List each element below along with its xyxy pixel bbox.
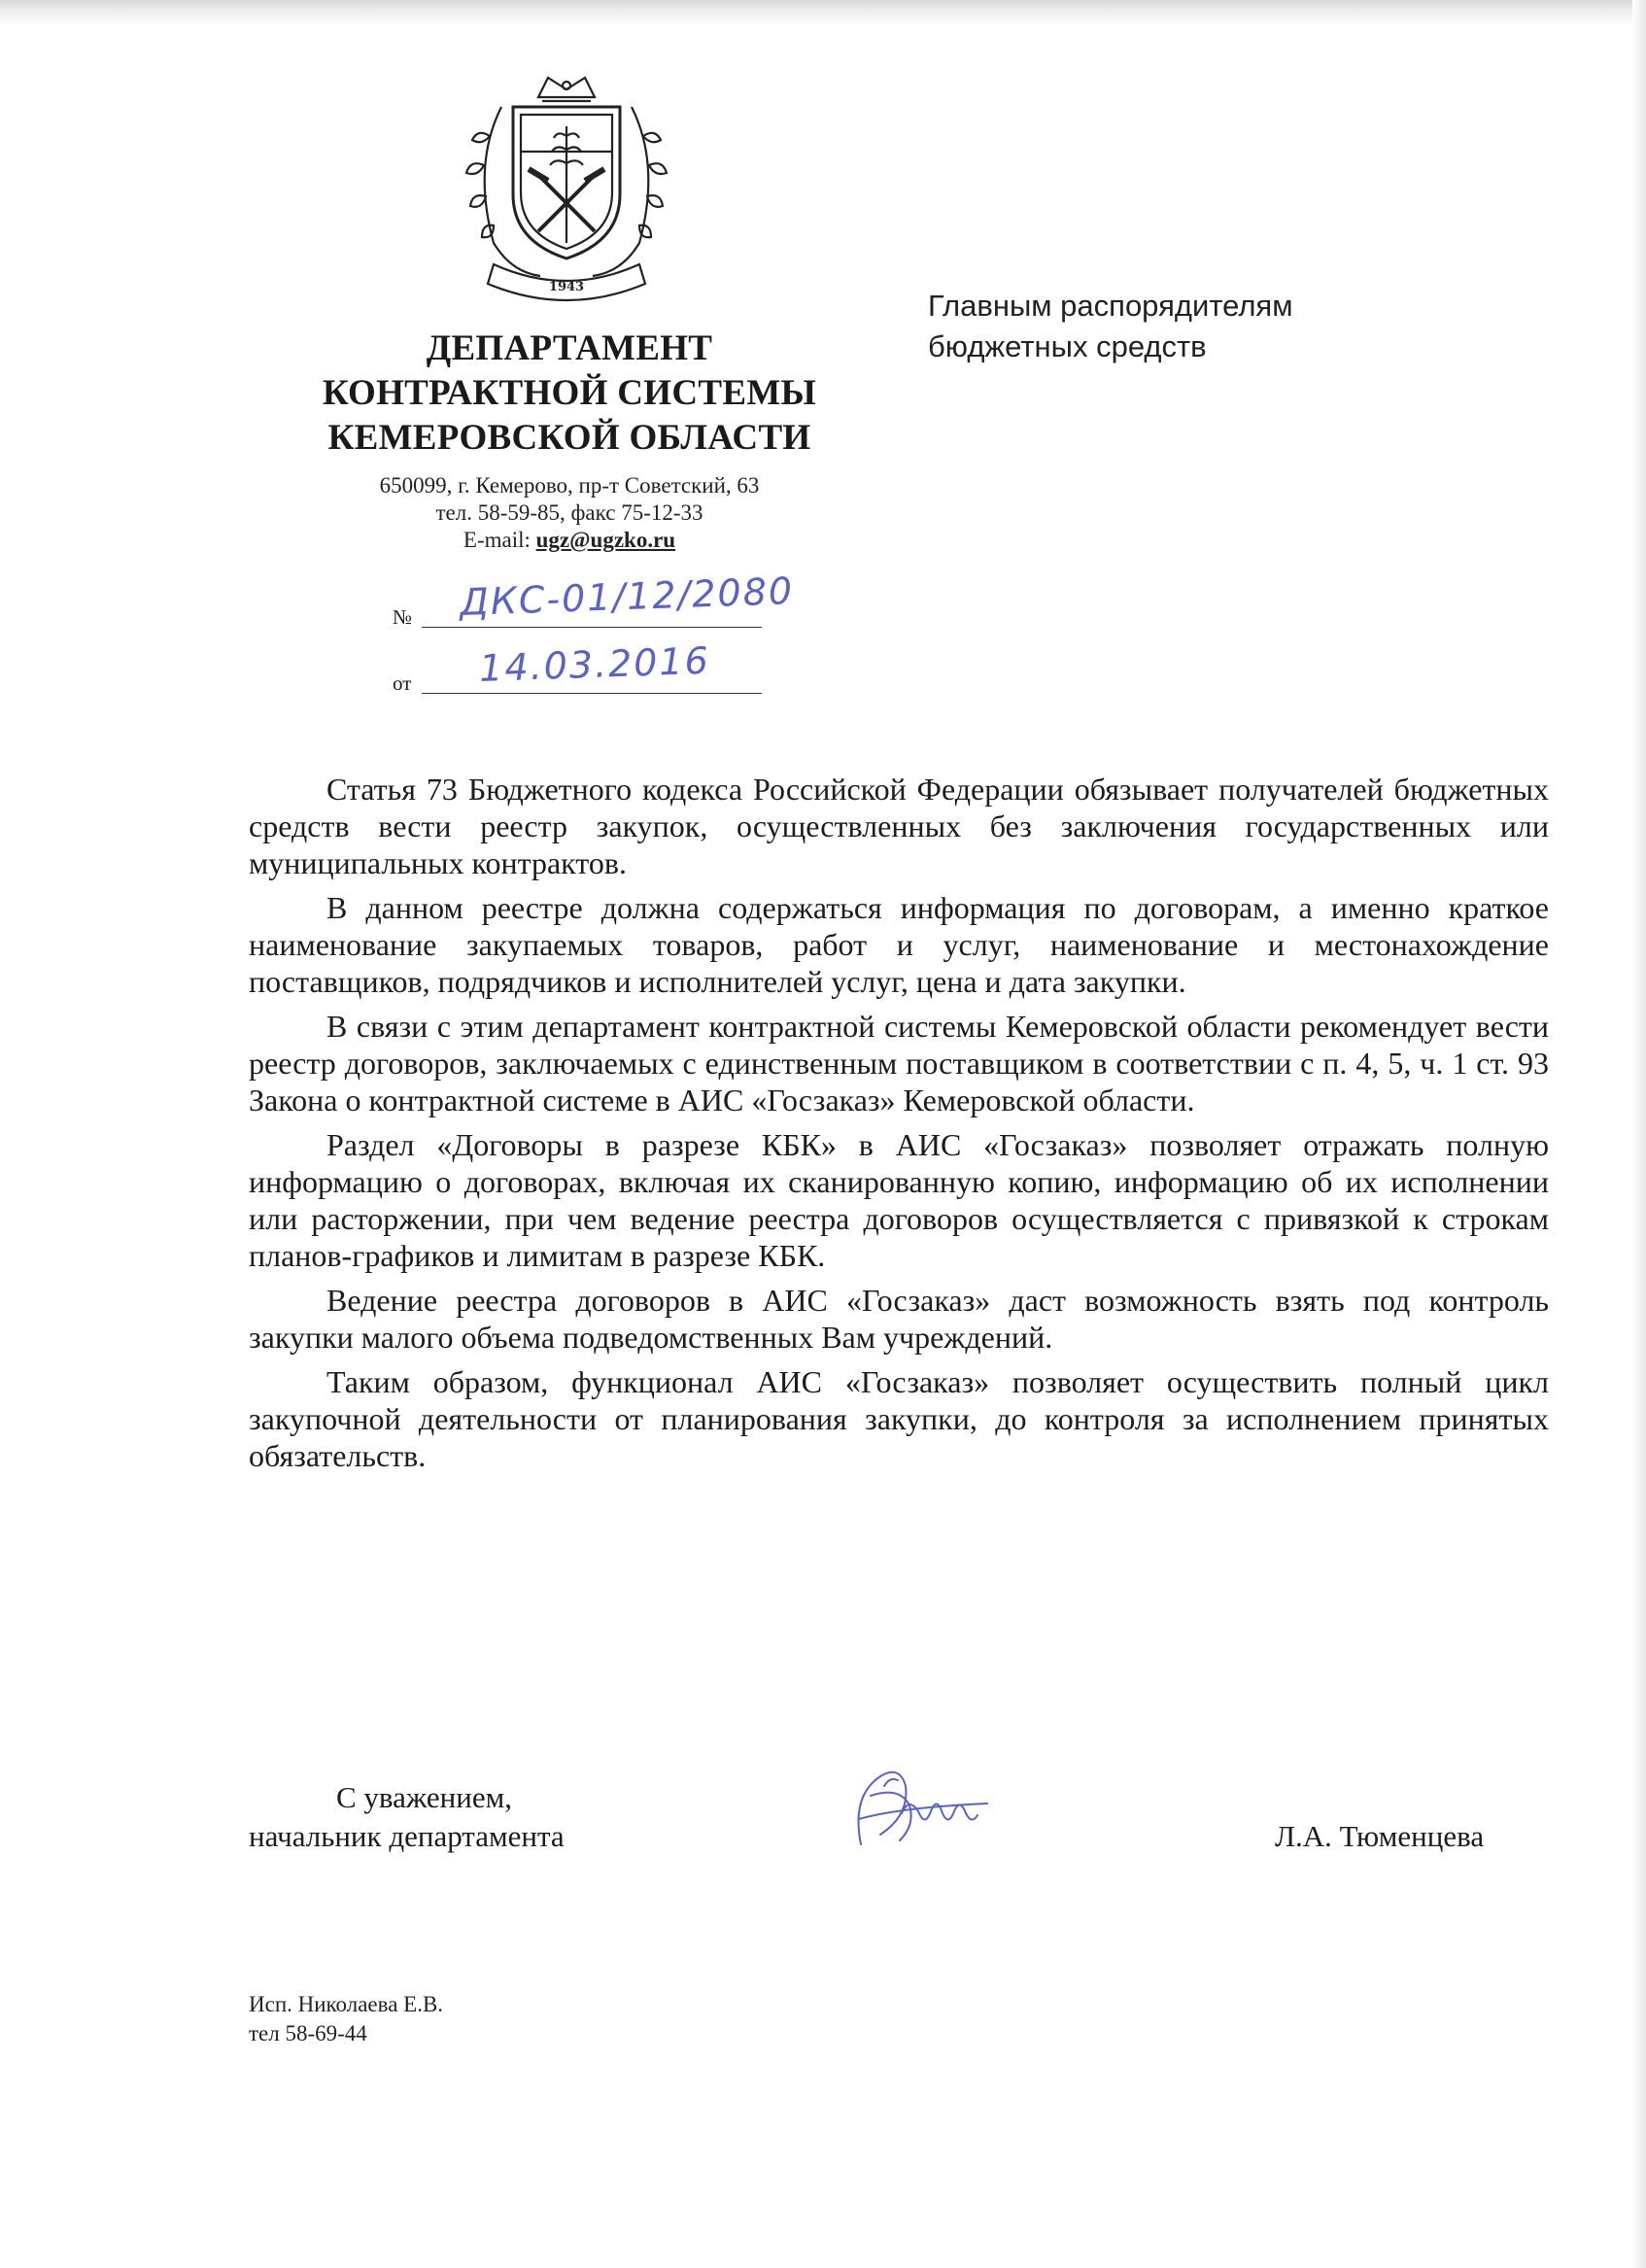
signer-name: Л.А. Тюменцева [1275,1819,1485,1853]
closing-greeting: С уважением, [336,1780,512,1814]
body-paragraph: В связи с этим департамент контрактной системы Кемеровской области рекомендует вести реестр договоров, заключаемых с единственным поставщиком в соответствии с п. 4, 5, ч. 1 ст. 93 Закона о контрактной системе в АИС «Госзаказ» Кемеровской области. [249,1009,1549,1117]
body-paragraph: Статья 73 Бюджетного кодекса Российской Федерации обязывает получателей бюджетных средств вести реестр закупок, осуществленных без заключения государственных или муниципальных контрактов. [249,772,1549,880]
signer-position: начальник департамента [249,1819,565,1853]
date-underline [422,693,762,694]
coat-of-arms-emblem [443,68,690,319]
executor-footer [249,1990,443,2048]
phone-fax: тел. 58-59-85, факс 75-12-33 [435,500,703,525]
body-paragraph: Ведение реестра договоров в АИС «Госзаказ» даст возможность взять под контроль закупки малого объема подведомственных Вам учреждений. [249,1283,1549,1355]
department-name-line: ДЕПАРТАМЕНТ [426,328,713,368]
body-paragraph: В данном реестре должна содержаться информация по договорам, а именно краткое наименование закупаемых товаров, работ и услуг, наименование и местонахождение поставщиков, подрядчиков и исполнителей услуг, цена и дата закупки. [249,890,1549,999]
body-paragraph: Таким образом, функционал АИС «Госзаказ» позволяет осуществить полный цикл закупочной деятельности от планирования закупки, до контроля за исполнением принятых обязательств. [249,1364,1549,1473]
department-contacts [307,472,832,554]
executor-phone: тел 58-69-44 [249,2021,367,2045]
department-name-line: КЕМЕРОВСКОЙ ОБЛАСТИ [327,418,811,458]
department-name [307,326,832,461]
body-paragraph: Раздел «Договоры в разрезе КБК» в АИС «Госзаказ» позволяет отражать полную информацию о договорах, включая их сканированную копию, информацию об их исполнении или расторжении, при чем ведение реестра договоров осуществляется с привязкой к строкам планов-графиков и лимитам в разрезе КБК. [249,1127,1549,1273]
email-link[interactable]: ugz@ugzko.ru [535,528,676,552]
handwritten-signature [841,1757,997,1864]
number-underline [422,627,762,628]
outgoing-date-field [393,638,762,700]
handwritten-date: 14.03.2016 [478,638,711,690]
email-row [307,527,832,554]
address: 650099, г. Кемерово, пр-т Советский, 63 [379,473,760,498]
executor-name: Исп. Николаева Е.В. [249,1992,444,2016]
email-label: E-mail: [463,528,536,552]
number-label: № [393,605,413,629]
department-name-line: КОНТРАКТНОЙ СИСТЕМЫ [322,373,817,413]
closing-block [249,1778,565,1856]
outgoing-number-field [393,569,795,634]
recipient-line: Главным распорядителям [928,289,1293,323]
handwritten-number: ДКС-01/12/2080 [459,569,795,624]
recipient-line: бюджетных средств [928,329,1207,363]
letter-body [249,771,1549,1482]
paper-edge-top [0,0,1646,25]
emblem-year: 1943 [548,280,585,294]
recipient-block [928,286,1293,367]
date-label: от [393,671,412,695]
paper-edge-right [1632,0,1646,2268]
